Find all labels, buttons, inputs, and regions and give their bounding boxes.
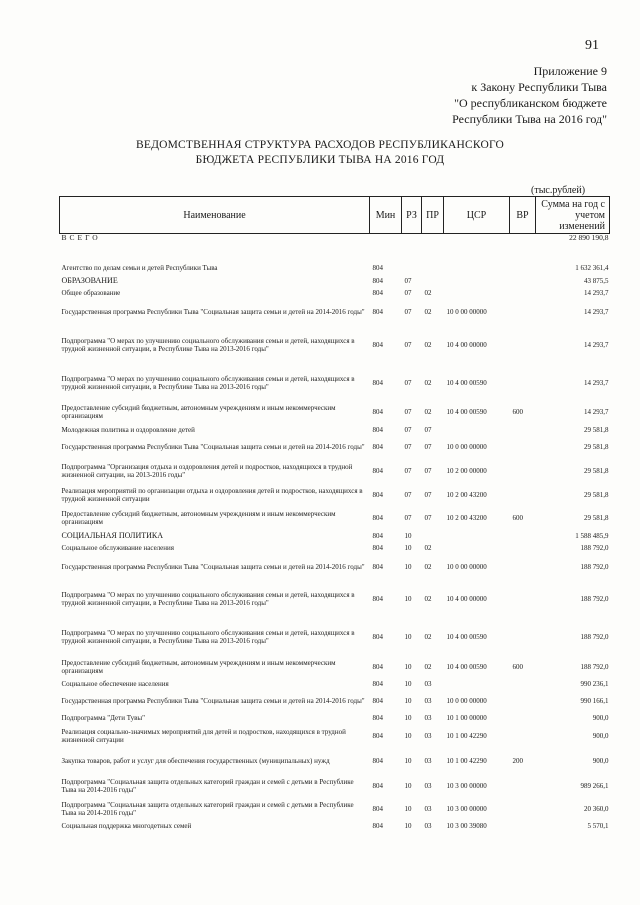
table-row — [60, 678, 610, 690]
cell-csr: 10 2 00 43200 — [446, 491, 487, 499]
cell-name: Подпрограмма "О мерах по улучшению социального обслуживания семьи и детей, находящихся в трудной жизненной ситуации, в Республике Тыва на 2013-2016 годы" — [61, 591, 355, 607]
cell-vr — [510, 530, 536, 542]
cell-rz: 07 — [404, 289, 412, 297]
cell-csr: 10 1 00 42290 — [446, 757, 487, 765]
cell-vr — [510, 484, 536, 506]
cell-vr — [510, 554, 536, 580]
cell-csr — [444, 542, 510, 554]
table-row — [60, 798, 610, 820]
cell-sum: 188 792,0 — [580, 663, 609, 671]
cell-sum: 43 875,5 — [584, 277, 609, 285]
cell-min: 804 — [372, 308, 383, 316]
cell-name: Подпрограмма "Социальная защита отдельных категорий граждан и семей с детьми в Республике Тыва на 2014-2016 годы" — [61, 801, 354, 817]
cell-name: Агентство по делам семьи и детей Республики Тыва — [61, 264, 218, 272]
table-row — [60, 712, 610, 724]
cell-sum: 990 236,1 — [580, 680, 609, 688]
cell-min: 804 — [372, 408, 383, 416]
cell-pr: 07 — [424, 491, 432, 499]
cell-pr: 02 — [424, 595, 432, 603]
cell-sum: 14 293,7 — [584, 408, 609, 416]
cell-csr — [444, 261, 510, 275]
table-row — [60, 275, 610, 287]
table-row — [60, 401, 610, 423]
cell-csr — [444, 678, 510, 690]
cell-csr: 10 2 00 00000 — [446, 467, 487, 475]
cell-rz: 10 — [404, 563, 412, 571]
cell-vr — [510, 820, 536, 832]
cell-min: 804 — [372, 782, 383, 790]
cell-csr: 10 1 00 00000 — [446, 714, 487, 722]
cell-vr — [510, 287, 536, 299]
cell-pr: 03 — [424, 782, 432, 790]
cell-rz: 10 — [404, 544, 412, 552]
appendix-line-1: Приложение 9 — [533, 64, 607, 78]
cell-name: Государственная программа Республики Тыва "Социальная защита семьи и детей на 2014-2016 годы" — [61, 308, 365, 316]
cell-vr — [510, 423, 536, 436]
cell-min: 804 — [372, 714, 383, 722]
cell-pr: 03 — [424, 680, 432, 688]
cell-min: 804 — [372, 633, 383, 641]
table-row — [60, 436, 610, 458]
cell-pr: 02 — [424, 289, 432, 297]
cell-sum: 14 293,7 — [584, 289, 609, 297]
total-empty-rz — [402, 234, 422, 248]
cell-min: 804 — [372, 680, 383, 688]
cell-rz: 07 — [404, 340, 412, 349]
table-row — [60, 530, 610, 542]
cell-sum: 5 570,1 — [587, 822, 609, 830]
total-empty-min — [370, 234, 402, 248]
header-csr: ЦСР — [444, 197, 510, 234]
cell-name: Предоставление субсидий бюджетным, автономным учреждениям и иным некоммерческим организациям — [61, 659, 336, 675]
appendix-line-4: Республики Тыва на 2016 год" — [452, 112, 607, 126]
cell-pr: 07 — [424, 467, 432, 475]
cell-pr: 02 — [424, 340, 432, 349]
cell-pr: 07 — [424, 425, 432, 434]
cell-min: 804 — [372, 822, 383, 830]
cell-sum: 188 792,0 — [580, 633, 609, 641]
cell-rz: 10 — [404, 680, 412, 688]
cell-pr: 07 — [424, 443, 432, 451]
table-row — [60, 690, 610, 712]
document-title — [0, 138, 640, 168]
cell-name: Государственная программа Республики Тыва "Социальная защита семьи и детей на 2014-2016 годы" — [61, 443, 365, 451]
cell-min: 804 — [372, 378, 383, 387]
cell-rz: 07 — [404, 443, 412, 451]
cell-min: 804 — [372, 663, 383, 671]
table-row — [60, 724, 610, 748]
table-row — [60, 820, 610, 832]
table-row — [60, 364, 610, 401]
cell-csr: 10 2 00 43200 — [446, 514, 487, 522]
header-name: Наименование — [60, 197, 370, 234]
cell-csr — [444, 275, 510, 287]
cell-min: 804 — [372, 805, 383, 813]
cell-csr: 10 3 00 39080 — [446, 822, 487, 830]
cell-vr — [510, 299, 536, 325]
cell-csr: 10 4 00 00590 — [446, 378, 487, 387]
cell-min: 804 — [372, 340, 383, 349]
cell-vr — [510, 364, 536, 401]
cell-pr: 02 — [424, 633, 432, 641]
cell-name: Общее образование — [61, 289, 121, 297]
cell-name: Социальное обеспечение населения — [61, 680, 169, 688]
cell-rz: 10 — [404, 633, 412, 641]
cell-rz — [402, 261, 422, 275]
table-row — [60, 618, 610, 656]
cell-name: Подпрограмма "О мерах по улучшению социального обслуживания семьи и детей, находящихся в трудной жизненной ситуации, в Республике Тыва на 2013-2016 годы" — [61, 374, 355, 391]
cell-min: 804 — [372, 697, 383, 705]
cell-name: Реализация социально-значимых мероприятий для детей и подростков, находящихся в трудной жизненной ситуации — [61, 728, 346, 744]
table-row — [60, 506, 610, 530]
table-row — [60, 774, 610, 798]
cell-vr — [510, 458, 536, 484]
header-min: Мин — [370, 197, 402, 234]
cell-vr — [510, 798, 536, 820]
cell-min: 804 — [372, 544, 383, 552]
cell-csr: 10 0 00 00000 — [446, 443, 487, 451]
cell-pr: 02 — [424, 378, 432, 387]
cell-vr — [510, 712, 536, 724]
title-line-1: ВЕДОМСТВЕННАЯ СТРУКТУРА РАСХОДОВ РЕСПУБЛИКАНСКОГО — [135, 139, 505, 151]
header-rz: РЗ — [402, 197, 422, 234]
total-empty-vr — [510, 234, 536, 248]
cell-rz: 10 — [404, 663, 412, 671]
cell-sum: 29 581,8 — [584, 443, 609, 451]
cell-rz: 10 — [404, 714, 412, 722]
cell-vr — [510, 690, 536, 712]
cell-name: Подпрограмма "Социальная защита отдельных категорий граждан и семей с детьми в Республике Тыва на 2014-2016 годы" — [61, 778, 354, 794]
total-sum: 22 890 190,8 — [569, 233, 609, 242]
table-row — [60, 656, 610, 678]
cell-csr: 10 3 00 00000 — [446, 805, 487, 813]
cell-name: Молодежная политика и оздоровление детей — [61, 425, 195, 434]
table-row — [60, 261, 610, 275]
cell-rz: 10 — [404, 757, 412, 765]
cell-rz: 10 — [404, 732, 412, 740]
table-row — [60, 299, 610, 325]
cell-sum: 900,0 — [592, 757, 609, 765]
cell-csr: 10 4 00 00590 — [446, 633, 487, 641]
cell-vr: 600 — [512, 663, 523, 671]
cell-pr: 07 — [424, 514, 432, 522]
units-label: (тыс.рублей) — [531, 185, 586, 196]
cell-name: Подпрограмма "О мерах по улучшению социального обслуживания семьи и детей, находящихся в трудной жизненной ситуации, в Республике Тыва на 2013-2016 годы" — [61, 629, 355, 645]
cell-min: 804 — [372, 264, 383, 272]
cell-vr — [510, 261, 536, 275]
cell-csr — [444, 287, 510, 299]
cell-sum: 1 632 361,4 — [575, 264, 609, 272]
table-row — [60, 748, 610, 774]
total-label: ВСЕГО — [61, 233, 101, 242]
cell-name: Государственная программа Республики Тыва "Социальная защита семьи и детей на 2014-2016 годы" — [61, 697, 365, 705]
cell-min: 804 — [372, 514, 383, 522]
cell-min: 804 — [372, 425, 383, 434]
cell-sum: 188 792,0 — [580, 544, 609, 552]
page-number: 91 — [585, 38, 599, 53]
cell-sum: 29 581,8 — [584, 467, 609, 475]
table-row — [60, 287, 610, 299]
cell-vr — [510, 580, 536, 618]
cell-rz: 10 — [404, 595, 412, 603]
cell-name: Предоставление субсидий бюджетным, автономным учреждениям и иным некоммерческим организациям — [61, 404, 336, 420]
total-empty-csr — [444, 234, 510, 248]
cell-min: 804 — [372, 277, 383, 285]
cell-pr — [422, 261, 444, 275]
cell-rz: 07 — [404, 514, 412, 522]
cell-sum: 1 588 485,9 — [575, 532, 609, 540]
cell-vr: 600 — [512, 514, 523, 522]
cell-csr: 10 3 00 00000 — [446, 782, 487, 790]
table-row — [60, 458, 610, 484]
cell-name: Подпрограмма "Организация отдыха и оздоровления детей и подростков, находящихся в трудной жизненной ситуации, на 2013-2016 годы" — [61, 463, 353, 479]
cell-sum: 14 293,7 — [584, 340, 609, 349]
cell-pr: 02 — [424, 308, 432, 316]
cell-csr: 10 4 00 00590 — [446, 663, 487, 671]
cell-rz: 10 — [404, 805, 412, 813]
cell-name: Государственная программа Республики Тыва "Социальная защита семьи и детей на 2014-2016 годы" — [61, 563, 365, 571]
cell-csr: 10 4 00 00590 — [446, 408, 487, 416]
cell-sum: 14 293,7 — [584, 378, 609, 387]
cell-pr: 03 — [424, 805, 432, 813]
cell-csr: 10 1 00 42290 — [446, 732, 487, 740]
table-header-row — [60, 197, 610, 234]
cell-csr — [444, 423, 510, 436]
cell-min: 804 — [372, 595, 383, 603]
cell-pr: 02 — [424, 544, 432, 552]
spacer-cell — [60, 247, 610, 261]
cell-min: 804 — [372, 443, 383, 451]
table-row — [60, 484, 610, 506]
cell-sum: 900,0 — [592, 714, 609, 722]
cell-vr — [510, 325, 536, 364]
cell-min: 804 — [372, 563, 383, 571]
cell-csr: 10 0 00 00000 — [446, 308, 487, 316]
table-row — [60, 325, 610, 364]
cell-name: Реализация мероприятий по организации отдыха и оздоровления детей и подростков, находящихся в трудной жизненной ситуации — [61, 487, 363, 503]
cell-pr — [422, 530, 444, 542]
cell-pr: 02 — [424, 408, 432, 416]
cell-sum: 989 266,1 — [580, 782, 609, 790]
cell-sum: 29 581,8 — [584, 425, 609, 434]
cell-rz: 07 — [404, 378, 412, 387]
appendix-line-3: "О республиканском бюджете — [454, 96, 607, 110]
cell-vr: 600 — [512, 408, 523, 416]
cell-rz: 10 — [404, 697, 412, 705]
cell-vr — [510, 436, 536, 458]
cell-rz: 07 — [404, 425, 412, 434]
spacer-row — [60, 247, 610, 261]
cell-vr — [510, 724, 536, 748]
appendix-caption — [452, 63, 607, 127]
cell-min: 804 — [372, 757, 383, 765]
cell-pr: 03 — [424, 714, 432, 722]
table-row — [60, 554, 610, 580]
cell-pr — [422, 275, 444, 287]
table-row — [60, 423, 610, 436]
cell-pr: 02 — [424, 563, 432, 571]
cell-rz: 07 — [404, 277, 412, 285]
cell-csr: 10 4 00 00000 — [446, 595, 487, 603]
cell-min: 804 — [372, 532, 383, 540]
cell-rz: 10 — [404, 532, 412, 540]
cell-pr: 03 — [424, 757, 432, 765]
cell-vr — [510, 618, 536, 656]
cell-sum: 14 293,7 — [584, 308, 609, 316]
cell-sum: 900,0 — [592, 732, 609, 740]
appendix-line-2: к Закону Республики Тыва — [471, 80, 607, 94]
cell-sum: 20 360,0 — [584, 805, 609, 813]
cell-csr — [444, 530, 510, 542]
cell-rz: 10 — [404, 822, 412, 830]
cell-pr: 03 — [424, 697, 432, 705]
total-row — [60, 234, 610, 248]
cell-min: 804 — [372, 289, 383, 297]
cell-vr — [510, 275, 536, 287]
cell-name: Подпрограмма "О мерах по улучшению социального обслуживания семьи и детей, находящихся в трудной жизненной ситуации, в Республике Тыва на 2013-2016 годы" — [61, 336, 355, 353]
cell-name: ОБРАЗОВАНИЕ — [61, 276, 118, 285]
cell-sum: 990 166,1 — [580, 697, 609, 705]
table-row — [60, 542, 610, 554]
cell-vr — [510, 542, 536, 554]
cell-pr: 02 — [424, 663, 432, 671]
title-line-2: БЮДЖЕТА РЕСПУБЛИКИ ТЫВА НА 2016 ГОД — [195, 154, 445, 166]
header-sum: Сумма на год с учетом изменений — [536, 197, 610, 234]
cell-name: Закупка товаров, работ и услуг для обеспечения государственных (муниципальных) нужд — [61, 757, 330, 765]
cell-pr: 03 — [424, 732, 432, 740]
cell-name: Социальная поддержка многодетных семей — [61, 822, 192, 830]
table-row — [60, 580, 610, 618]
header-vr: ВР — [510, 197, 536, 234]
cell-name: Подпрограмма "Дети Тувы" — [61, 714, 145, 722]
cell-csr: 10 0 00 00000 — [446, 697, 487, 705]
cell-sum: 29 581,8 — [584, 491, 609, 499]
cell-rz: 07 — [404, 467, 412, 475]
cell-sum: 188 792,0 — [580, 595, 609, 603]
cell-name: СОЦИАЛЬНАЯ ПОЛИТИКА — [61, 531, 163, 540]
cell-vr — [510, 678, 536, 690]
cell-min: 804 — [372, 491, 383, 499]
cell-csr: 10 0 00 00000 — [446, 563, 487, 571]
cell-pr: 03 — [424, 822, 432, 830]
cell-rz: 10 — [404, 782, 412, 790]
cell-sum: 188 792,0 — [580, 563, 609, 571]
cell-rz: 07 — [404, 491, 412, 499]
cell-min: 804 — [372, 467, 383, 475]
cell-name: Предоставление субсидий бюджетным, автономным учреждениям и иным некоммерческим организациям — [61, 510, 336, 526]
cell-rz: 07 — [404, 308, 412, 316]
header-pr: ПР — [422, 197, 444, 234]
cell-csr: 10 4 00 00000 — [446, 340, 487, 349]
cell-rz: 07 — [404, 408, 412, 416]
budget-table — [59, 196, 610, 832]
cell-sum: 29 581,8 — [584, 514, 609, 522]
cell-vr: 200 — [512, 757, 523, 765]
cell-min: 804 — [372, 732, 383, 740]
total-empty-pr — [422, 234, 444, 248]
cell-vr — [510, 774, 536, 798]
cell-name: Социальное обслуживание населения — [61, 544, 174, 552]
